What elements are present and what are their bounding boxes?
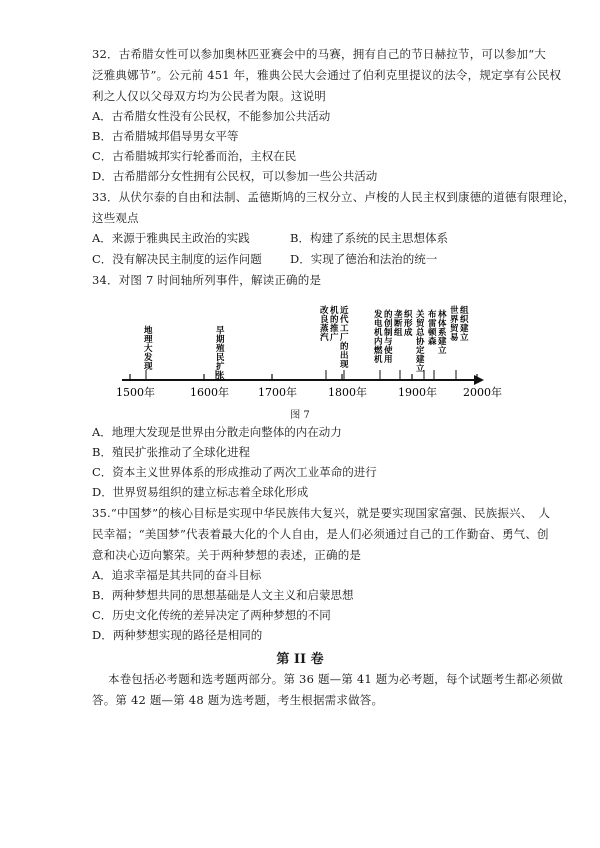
timeline-tick-label: 1800年 (328, 386, 367, 399)
q35-option-a: A．追求幸福是其共同的奋斗目标 (92, 568, 262, 582)
timeline-ticks (116, 374, 502, 399)
timeline-event-label: 垄断组织形成 (394, 310, 413, 338)
q35-line-2: 民幸福；“美国梦”代表着最大化的个人自由，是人们必须通过自己的工作勤奋、勇气、创 (92, 527, 549, 541)
timeline-tick-label: 1500年 (116, 386, 155, 399)
timeline-figure (112, 296, 502, 404)
part-2-line-2: 答。第 42 题—第 48 题为选考题，考生根据需求做答。 (92, 693, 384, 707)
q34-option-b: B．殖民扩张推动了全球化进程 (92, 445, 250, 459)
q34-option-a: A．地理大发现是世界由分散走向整体的内在动力 (92, 425, 342, 439)
timeline-arrow-icon (474, 375, 484, 385)
timeline-event-label: 早期殖民扩张 (216, 326, 225, 381)
timeline-event-label: 近代工厂的出现 (340, 306, 349, 370)
timeline-tick-label: 2000年 (463, 386, 502, 399)
timeline-event-label: 布雷顿森林体系建立 (428, 310, 447, 356)
q32-line-2: 泛雅典娜节”。公元前 451 年，雅典公民大会通过了伯利克里提议的法令，规定享有公民权 (92, 68, 562, 82)
q33-line-2: 这些观点 (92, 211, 139, 225)
q35-line-1: 35.“中国梦”的核心目标是实现中华民族伟大复兴，就是要实现国家富强、民族振兴、 人 (92, 506, 551, 520)
q32-option-c: C．古希腊城邦实行轮番而治，主权在民 (92, 149, 297, 163)
q32-option-a: A．古希腊女性没有公民权，不能参加公共活动 (92, 109, 331, 123)
timeline-tick-label: 1600年 (190, 386, 229, 399)
q32-line-3: 利之人仅以父母双方均为公民者为限。这说明 (92, 89, 326, 103)
timeline-tick-label: 1900年 (398, 386, 437, 399)
timeline-event-label: 世界贸易组织建立 (450, 306, 469, 343)
q33-option-c: C．没有解决民主制度的运作问题 (92, 252, 262, 266)
timeline-event-label: 改良蒸汽机的推广 (320, 306, 339, 343)
timeline-event-label: 关贸总协定建立 (416, 310, 425, 374)
q34-option-c: C．资本主义世界体系的形成推动了两次工业革命的进行 (92, 465, 377, 479)
q33-option-d: D．实现了德治和法治的统一 (290, 252, 438, 266)
part-2-heading: 第 II 卷 (276, 652, 324, 667)
timeline-event-label: 地理大发现 (144, 326, 153, 372)
q35-option-d: D．两种梦想实现的路径是相同的 (92, 628, 263, 642)
q34-stem: 34．对图 7 时间轴所列事件，解读正确的是 (92, 273, 322, 287)
figure-caption: 图 7 (290, 410, 310, 421)
q32-line-1: 32．古希腊女性可以参加奥林匹亚赛会中的马赛，拥有自己的节日赫拉节，可以参加“大 (92, 47, 547, 61)
q32-option-d: D．古希腊部分女性拥有公民权，可以参加一些公共活动 (92, 169, 378, 183)
q35-line-3: 意和决心迈向繁荣。关于两种梦想的表述，正确的是 (92, 548, 362, 562)
q34-option-d: D．世界贸易组织的建立标志着全球化形成 (92, 485, 309, 499)
q35-option-b: B．两种梦想共同的思想基础是人文主义和启蒙思想 (92, 588, 354, 602)
q32-option-b: B．古希腊城邦倡导男女平等 (92, 129, 239, 143)
timeline-tick-label: 1700年 (258, 386, 297, 399)
q33-option-a: A．来源于雅典民主政治的实践 (92, 231, 250, 245)
part-2-line-1: 本卷包括必考题和选考题两部分。第 36 题—第 41 题为必考题，每个试题考生都必须做 (108, 672, 563, 686)
q33-option-b: B．构建了系统的民主思想体系 (290, 231, 448, 245)
timeline-event-label: 发电机内燃机的创制与使用 (374, 310, 393, 365)
q33-line-1: 33．从伏尔泰的自由和法制、孟德斯鸠的三权分立、卢梭的人民主权到康德的道德有限理论， (92, 190, 576, 204)
q35-option-c: C．历史文化传统的差异决定了两种梦想的不同 (92, 608, 331, 622)
timeline-events (143, 305, 469, 381)
